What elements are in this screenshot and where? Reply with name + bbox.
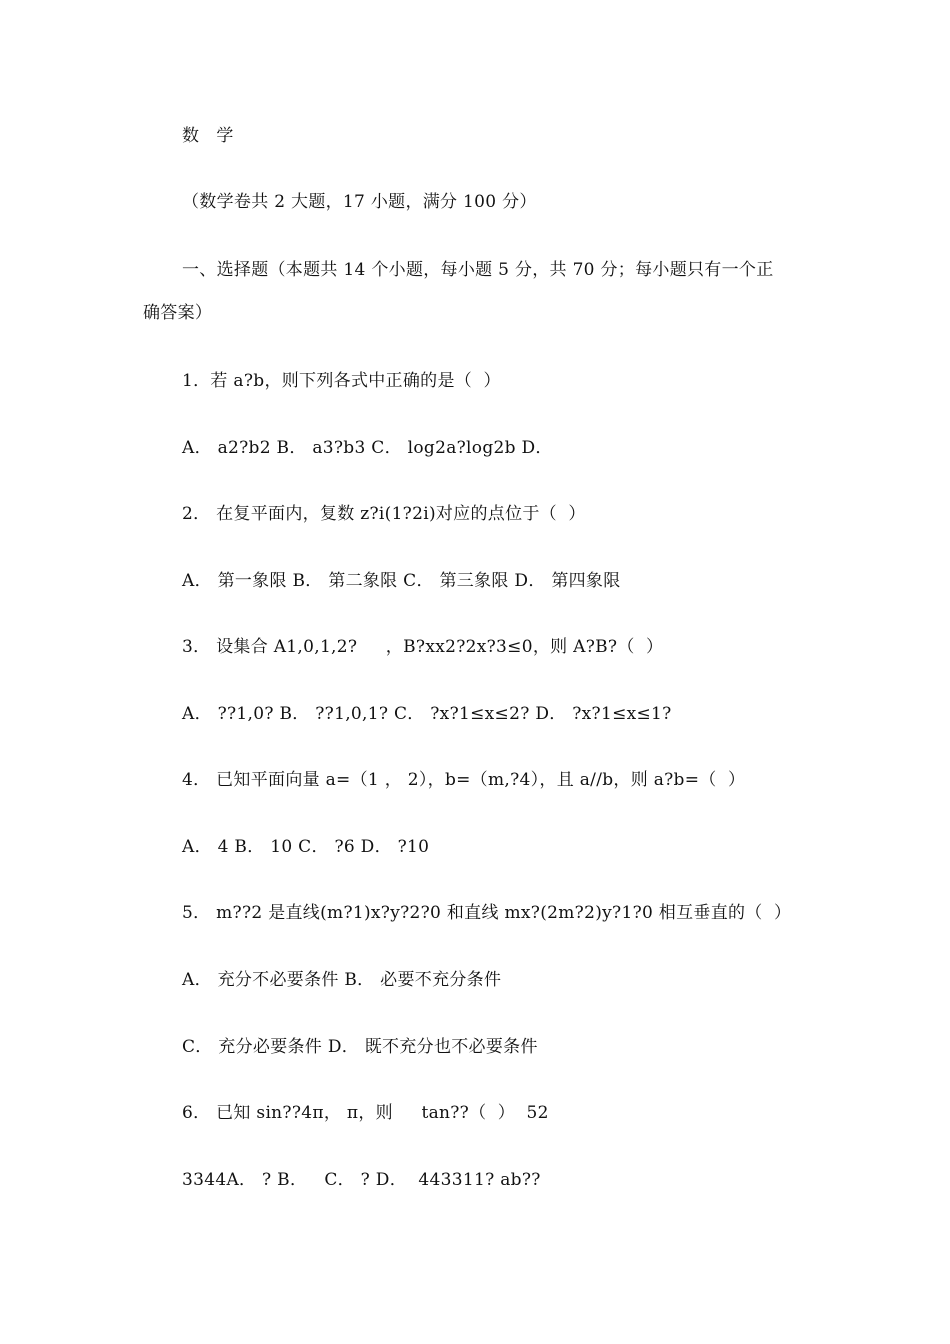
question-3-options: A． ??1,0? B． ??1,0,1? C． ?x?1≤x≤2? D． ?x?1≤x≤1? <box>182 704 672 724</box>
question-4-options: A． 4 B． 10 C． ?6 D． ?10 <box>182 837 430 857</box>
section-heading: 一、选择题（本题共 14 个小题，每小题 5 分，共 70 分；每小题只有一个正 <box>182 260 774 280</box>
question-5-options-row2: C． 充分必要条件 D． 既不充分也不必要条件 <box>182 1037 538 1057</box>
question-2: 2． 在复平面内，复数 z?i(1?2i)对应的点位于（ ） <box>182 504 586 524</box>
document-subtitle: （数学卷共 2 大题，17 小题，满分 100 分） <box>182 192 537 212</box>
document-title: 数 学 <box>182 126 240 146</box>
question-5: 5． m??2 是直线(m?1)x?y?2?0 和直线 mx?(2m?2)y?1?0 相互垂直的（ ） <box>182 903 792 923</box>
question-6-options: 3344A． ? B． C． ? D． 443311? ab?? <box>182 1170 541 1190</box>
question-1-options: A． a2?b2 B． a3?b3 C． log2a?log2b D． <box>182 438 553 458</box>
question-5-options-row1: A． 充分不必要条件 B． 必要不充分条件 <box>182 970 502 990</box>
section-heading-continued: 确答案） <box>143 303 213 323</box>
question-6: 6． 已知 sin??4π， π，则 tan??（ ） 52 <box>182 1103 549 1123</box>
question-1: 1．若 a?b，则下列各式中正确的是（ ） <box>182 371 501 391</box>
question-2-options: A． 第一象限 B． 第二象限 C． 第三象限 D． 第四象限 <box>182 571 621 591</box>
question-3: 3． 设集合 A1,0,1,2? ，B?xx2?2x?3≤0，则 A?B?（ ） <box>182 637 664 657</box>
question-4: 4． 已知平面向量 a=（1 ， 2），b=（m,?4），且 a//b，则 a?b=（ ） <box>182 770 746 790</box>
